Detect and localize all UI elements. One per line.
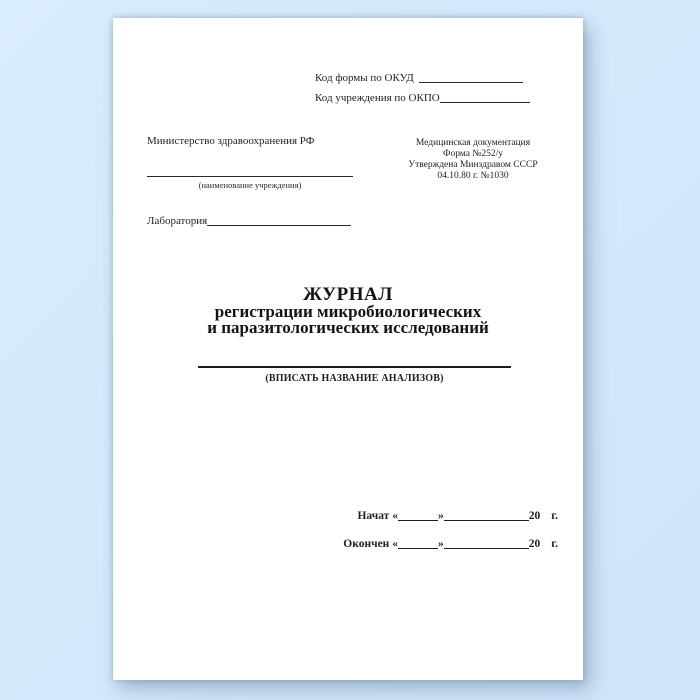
ministry-name: Министерство здравоохранения РФ — [147, 135, 315, 147]
finished-year-prefix: 20 — [528, 538, 541, 550]
okud-blank-line — [419, 71, 523, 83]
started-month-blank-line — [444, 509, 529, 521]
finished-day-blank-line — [398, 537, 438, 549]
started-day-blank-line — [398, 509, 438, 521]
started-year-prefix: 20 — [528, 510, 541, 522]
doc-info-line: Медицинская документация — [415, 138, 531, 148]
finished-month-blank-line — [444, 537, 529, 549]
journal-title-block — [113, 286, 583, 335]
ministry-block — [147, 135, 353, 190]
open-quote: « — [392, 510, 398, 522]
started-year-suffix: г. — [551, 510, 558, 522]
laboratory-row — [147, 212, 351, 227]
journal-subtitle-line1: регистрации микробиологических — [214, 302, 482, 321]
analysis-name-caption: (ВПИСАТЬ НАЗВАНИЕ АНАЛИЗОВ) — [265, 373, 444, 384]
started-label: Начат — [357, 510, 390, 522]
journal-title: ЖУРНАЛ — [303, 284, 393, 305]
started-row — [343, 507, 558, 523]
finished-label: Окончен — [343, 538, 390, 550]
form-codes-block — [315, 68, 530, 108]
okpo-row — [315, 88, 530, 108]
document-page — [113, 18, 583, 680]
close-quote: » — [437, 538, 444, 550]
okud-row — [315, 68, 530, 88]
doc-info-line: Утверждена Минздравом СССР — [408, 160, 538, 170]
doc-info-block — [393, 138, 553, 182]
laboratory-blank-line — [207, 214, 351, 226]
journal-subtitle-line2: и паразитологических исследований — [207, 317, 489, 337]
doc-info-line: 04.10.80 г. №1030 — [437, 171, 509, 181]
close-quote: » — [437, 510, 444, 522]
finished-row — [343, 535, 558, 551]
okpo-blank-line — [440, 91, 530, 103]
analysis-name-blank-line — [198, 366, 511, 368]
institution-caption: (наименование учреждения) — [198, 180, 302, 190]
laboratory-label: Лаборатория — [147, 215, 208, 227]
okpo-label: Код учреждения по ОКПО — [315, 92, 440, 104]
institution-blank-line — [147, 176, 353, 177]
dates-block — [343, 507, 558, 563]
finished-year-suffix: г. — [551, 538, 558, 550]
doc-info-line: Форма №252/у — [442, 149, 504, 159]
okud-label: Код формы по ОКУД — [315, 72, 414, 84]
open-quote: « — [392, 538, 398, 550]
